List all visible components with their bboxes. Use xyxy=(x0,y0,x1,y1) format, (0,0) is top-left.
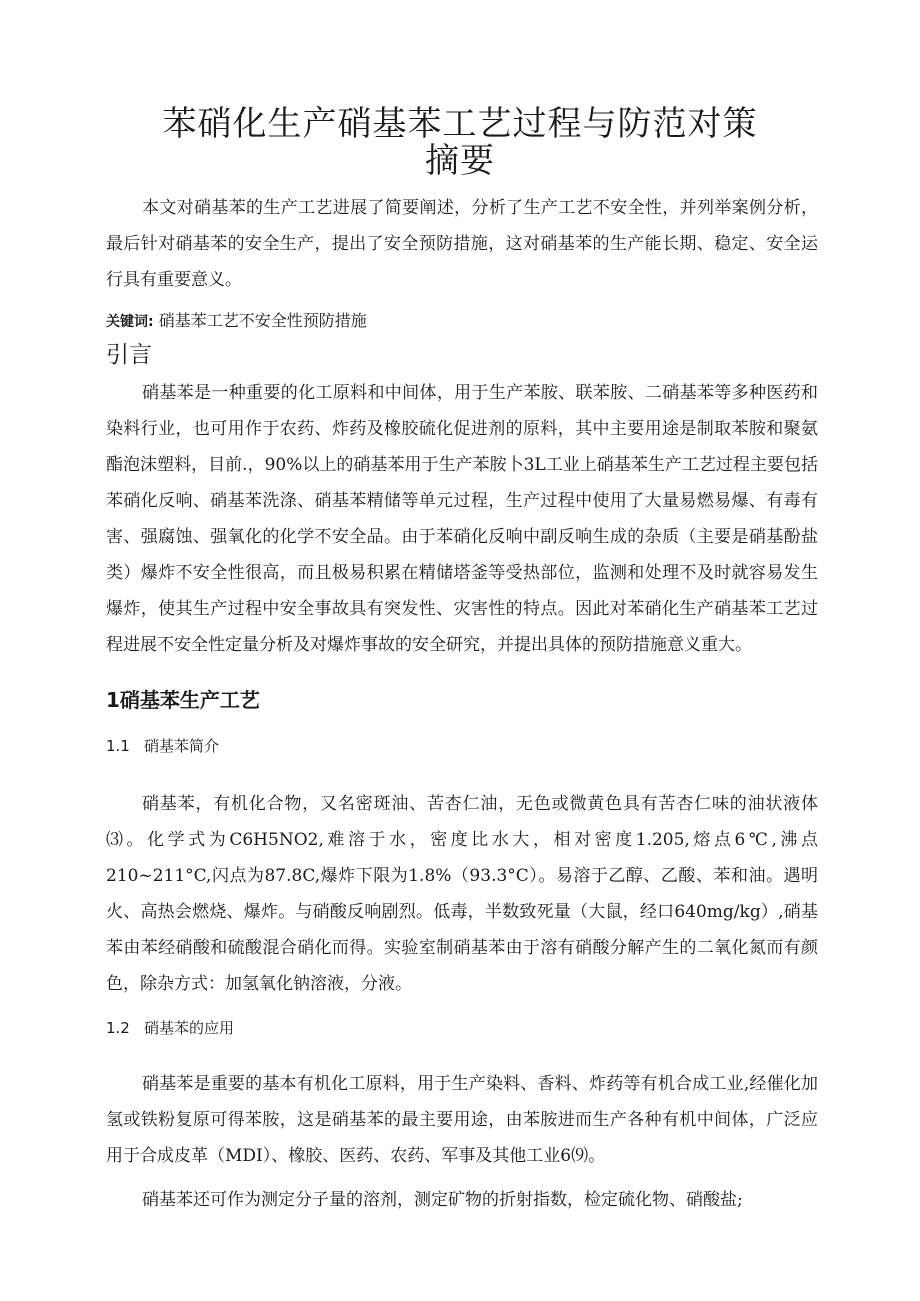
section-1-1-heading xyxy=(106,734,219,758)
section-1-2-title: 硝基苯的应用 xyxy=(144,1019,235,1037)
section-1-1-title: 硝基苯简介 xyxy=(144,737,220,755)
abstract-paragraph: 本文对硝基苯的生产工艺进展了简要阐述，分析了生产工艺不安全性，并列举案例分析，最后针对硝基苯的安全生产，提出了安全预防措施，这对硝基苯的生产能长期、稳定、安全运行具有重要意义。 xyxy=(106,198,818,290)
section-1-heading: 1硝基苯生产工艺 xyxy=(106,688,260,712)
keywords-label: 关键词: xyxy=(106,314,154,330)
document-title: 苯硝化生产硝基苯工艺过程与防范对策 xyxy=(162,104,758,144)
section-1-2-number: 1.2 xyxy=(106,1019,130,1037)
intro-paragraph: 硝基苯是一种重要的化工原料和中间体，用于生产苯胺、联苯胺、二硝基苯等多种医药和染料行业，也可用作于农药、炸药及橡胶硫化促进剂的原料，其中主要用途是制取苯胺和聚氨酯泡沫塑料，目前.，90%以上的硝基苯用于生产苯胺卜3L工业上硝基苯生产工艺过程主要包括苯硝化反响、硝基苯洗涤、硝基苯精储等单元过程，生产过程中使用了大量易燃易爆、有毒有害、强腐蚀、强氧化的化学不安全品。由于苯硝化反响中副反响生成的杂质（主要是硝基酚盐类）爆炸不安全性很高，而且极易积累在精储塔釜等受热部位，监测和处理不及时就容易发生爆炸，使其生产过程中安全事故具有突发性、灾害性的特点。因此对苯硝化生产硝基苯工艺过程进展不安全性定量分析及对爆炸事故的安全研究，并提出具体的预防措施意义重大。 xyxy=(106,383,818,655)
section-1-2-paragraph-2: 硝基苯还可作为测定分子量的溶剂，测定矿物的折射指数，检定硫化物、硝酸盐; xyxy=(142,1190,743,1210)
section-1-2-heading xyxy=(106,1016,234,1040)
abstract-heading: 摘要 xyxy=(425,141,495,181)
section-1-1-paragraph: 硝基苯，有机化合物，又名密斑油、苦杏仁油，无色或微黄色具有苦杏仁味的油状液体⑶。化学式为C6H5NO2,难溶于水，密度比水大，相对密度1.205,熔点6℃,沸点210~211°C,闪点为87.8C,爆炸下限为1.8%（93.3°C）。易溶于乙醇、乙酸、苯和油。遇明火、高热会燃烧、爆炸。与硝酸反响剧烈。低毒，半数致死量（大鼠，经口640mg∕kg）,硝基苯由苯经硝酸和硫酸混合硝化而得。实验室制硝基苯由于溶有硝酸分解产生的二氧化氮而有颜色，除杂方式：加氢氧化钠溶液，分液。 xyxy=(106,794,818,994)
keywords-value: 硝基苯工艺不安全性预防措施 xyxy=(153,311,367,330)
section-1-1-number: 1.1 xyxy=(106,737,130,755)
section-1-2-paragraph-1: 硝基苯是重要的基本有机化工原料，用于生产染料、香料、炸药等有机合成工业,经催化加氢或铁粉复原可得苯胺，这是硝基苯的最主要用途，由苯胺进而生产各种有机中间体，广泛应用于合成皮革（MDI）、橡胶、医药、农药、军事及其他工业6⑼。 xyxy=(106,1074,818,1166)
keywords-line xyxy=(106,308,367,335)
intro-heading: 引言 xyxy=(106,342,152,368)
